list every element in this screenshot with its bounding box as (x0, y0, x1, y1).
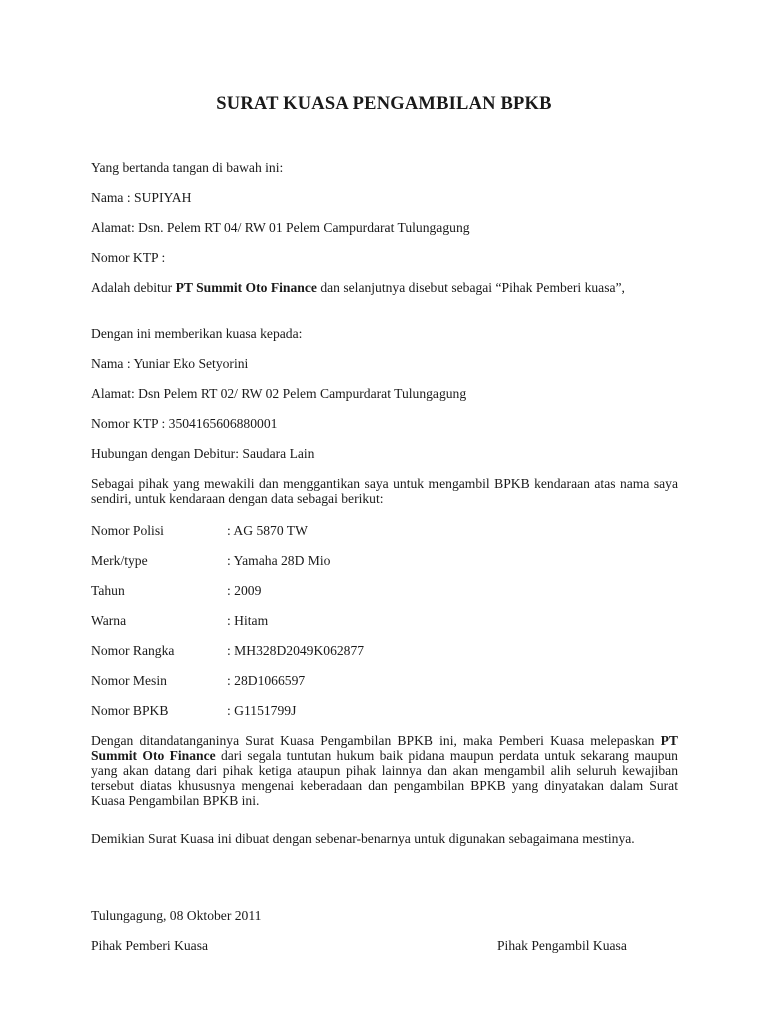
vehicle-label: Nomor Rangka (91, 643, 175, 658)
penerima-hubungan: Hubungan dengan Debitur: Saudara Lain (91, 446, 315, 461)
debitur-post: dan selanjutnya disebut sebagai “Pihak Pemberi kuasa”, (316, 280, 625, 295)
kuasa-intro: Dengan ini memberikan kuasa kepada: (91, 326, 303, 341)
vehicle-label: Nomor Mesin (91, 673, 167, 688)
pemberi-ktp: Nomor KTP : (91, 250, 166, 265)
penerima-alamat: Alamat: Dsn Pelem RT 02/ RW 02 Pelem Campurdarat Tulungagung (91, 386, 467, 401)
vehicle-row (91, 673, 678, 688)
vehicle-value: : MH328D2049K062877 (227, 643, 365, 658)
vehicle-row (91, 553, 678, 568)
penerima-ktp: Nomor KTP : 3504165606880001 (91, 416, 278, 431)
signature-left-label: Pihak Pemberi Kuasa (91, 938, 209, 953)
vehicle-label: Tahun (91, 583, 125, 598)
document-title: SURAT KUASA PENGAMBILAN BPKB (216, 94, 552, 114)
pemberi-nama: Nama : SUPIYAH (91, 190, 192, 205)
pemberi-alamat: Alamat: Dsn. Pelem RT 04/ RW 01 Pelem Campurdarat Tulungagung (91, 220, 470, 235)
vehicle-row (91, 643, 678, 658)
signature-right-label: Pihak Pengambil Kuasa (497, 938, 627, 953)
release-pre: Dengan ditandatanganinya Surat Kuasa Pengambilan BPKB ini, maka Pemberi Kuasa melepaskan (91, 733, 661, 748)
vehicle-label: Nomor Polisi (91, 523, 164, 538)
vehicle-value: : 2009 (227, 583, 262, 598)
release-company: PT Summit Oto Finance (91, 733, 678, 763)
intro-text: Yang bertanda tangan di bawah ini: (91, 160, 284, 175)
place-date: Tulungagung, 08 Oktober 2011 (91, 908, 262, 923)
vehicle-label: Merk/type (91, 553, 148, 568)
release-post: dari segala tuntutan hukum baik pidana maupun perdata untuk sekarang maupun yang akan datang dari pihak ketiga ataupun pihak lainnya dan akan mengambil alih seluruh kewajiban tersebut diatas khususnya mengenai keberadaan dan pengambilan BPKB yang dinyatakan dalam Surat Kuasa Pengambilan BPKB ini. (91, 748, 678, 808)
vehicle-value: : AG 5870 TW (227, 523, 308, 538)
penerima-nama: Nama : Yuniar Eko Setyorini (91, 356, 249, 371)
vehicle-row (91, 583, 678, 598)
vehicle-row (91, 613, 678, 628)
vehicle-value: : Hitam (227, 613, 269, 628)
debitur-paragraph (91, 280, 678, 295)
vehicle-value: : Yamaha 28D Mio (227, 553, 331, 568)
release-paragraph (91, 733, 678, 808)
vehicle-label: Warna (91, 613, 127, 628)
closing-paragraph: Demikian Surat Kuasa ini dibuat dengan sebenar-benarnya untuk digunakan sebagaimana mestinya. (91, 831, 635, 846)
vehicle-value: : G1151799J (227, 703, 297, 718)
vehicle-row (91, 523, 678, 538)
vehicle-row (91, 703, 678, 718)
debitur-company: PT Summit Oto Finance (175, 280, 317, 295)
debitur-pre: Adalah debitur (91, 280, 176, 295)
vehicle-label: Nomor BPKB (91, 703, 169, 718)
purpose-paragraph: Sebagai pihak yang mewakili dan menggantikan saya untuk mengambil BPKB kendaraan atas nama saya sendiri, untuk kendaraan dengan data sebagai berikut: (91, 476, 678, 506)
vehicle-value: : 28D1066597 (227, 673, 306, 688)
